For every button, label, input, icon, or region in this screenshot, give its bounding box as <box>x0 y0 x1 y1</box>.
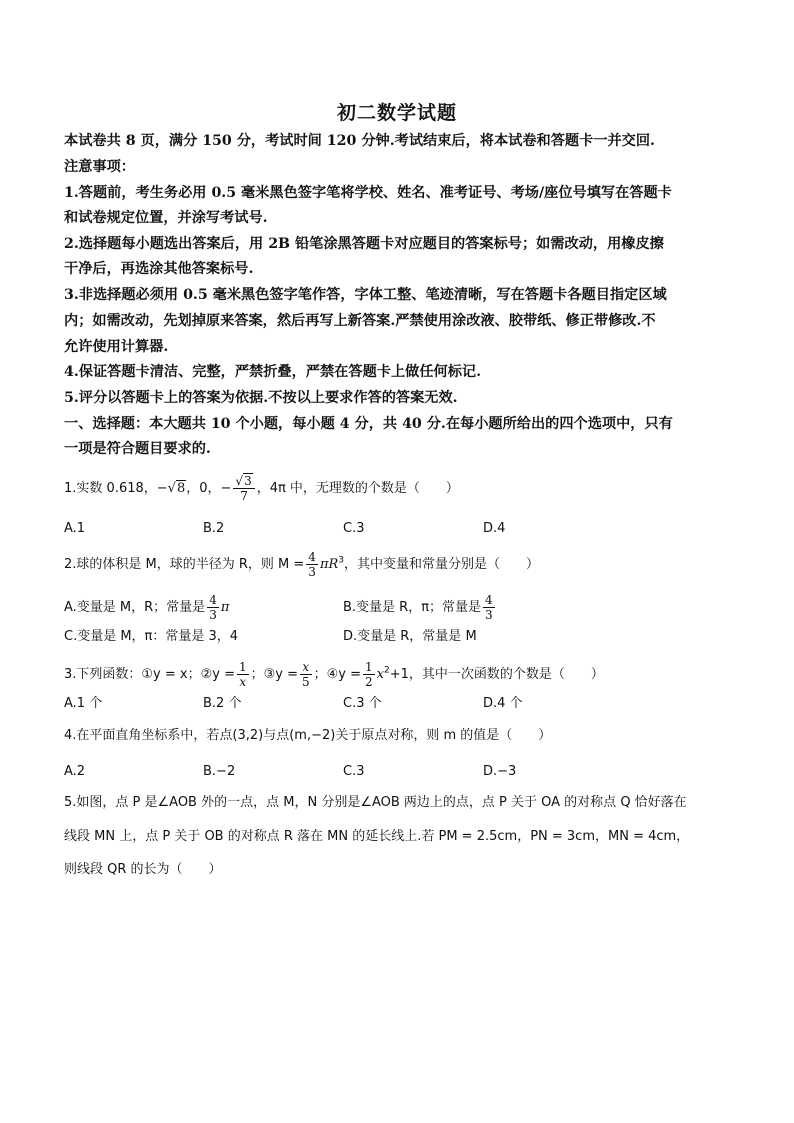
q1-frac-den: 7 <box>240 489 248 503</box>
q1-prefix: 1.实数 0.618，− <box>64 481 168 496</box>
q2-a-pi: π <box>220 600 230 615</box>
q1-frac-num: 3 <box>244 474 252 488</box>
sqrt-symbol: √8 <box>167 481 186 496</box>
q1-fraction: $\frac{√3}{7}$ <box>233 474 254 503</box>
notice-label: 注意事项： <box>64 159 135 175</box>
q3-f2-den: 5 <box>302 675 310 689</box>
q3-fraction-3 <box>363 660 375 689</box>
q2-option-d[interactable]: D.变量是 R，常量是 M <box>343 629 477 644</box>
q2-a-num: 4 <box>209 593 217 607</box>
notice-3a: 3.非选择题必须用 0.5 毫米黑色签字笔作答，字体工整、笔迹清晰，写在答题卡各题目指定区域 <box>64 287 667 303</box>
q4-option-b[interactable]: B.−2 <box>203 764 236 779</box>
q2-b-text: B.变量是 R，π；常量是 <box>343 600 482 615</box>
page-title: 初二数学试题 <box>336 102 457 124</box>
question-5-line-3: 则线段 QR 的长为（ ） <box>64 862 222 877</box>
q1-mid: ，0，− <box>186 481 232 496</box>
q2-prefix: 2.球的体积是 M，球的半径为 R，则 M = <box>64 557 305 572</box>
q3-option-d[interactable]: D.4 个 <box>483 696 523 711</box>
notice-1b: 和试卷规定位置，并涂写考试号. <box>64 210 268 226</box>
q1-radicand: 8 <box>176 481 186 496</box>
q1-option-a[interactable]: A.1 <box>64 521 86 536</box>
q2-b-num: 4 <box>485 593 493 607</box>
q1-option-c[interactable]: C.3 <box>343 521 365 536</box>
notice-4: 4.保证答题卡清洁、完整，严禁折叠，严禁在答题卡上做任何标记. <box>64 364 482 380</box>
q3-fraction-1 <box>237 660 249 689</box>
q2-option-a[interactable] <box>64 593 229 622</box>
q2-frac-den: 3 <box>308 565 316 579</box>
q3-mid2: ；④y = <box>313 667 362 682</box>
q2-a-den: 3 <box>209 608 217 622</box>
question-1 <box>64 474 459 503</box>
q2-a-text: A.变量是 M，R；常量是 <box>64 600 206 615</box>
notice-1a: 1.答题前，考生务必用 0.5 毫米黑色签字笔将学校、姓名、准考证号、考场/座位号填写在答题卡 <box>64 185 672 201</box>
question-4: 4.在平面直角坐标系中，若点(3,2)与点(m,−2)关于原点对称，则 m 的值是（ ） <box>64 728 552 743</box>
q2-option-c[interactable]: C.变量是 M，π：常量是 3，4 <box>64 629 239 644</box>
notice-3c: 允许使用计算器. <box>64 339 169 355</box>
q3-f3-den: 2 <box>365 675 373 689</box>
q2-exponent: 3 <box>338 555 345 566</box>
section-header-cont: 一项是符合题目要求的. <box>64 441 211 457</box>
notice-2b: 干净后，再选涂其他答案标号. <box>64 261 254 277</box>
question-5-line-2: 线段 MN 上，点 P 关于 OB 的对称点 R 落在 MN 的延长线上.若 PM = 2.5cm，PN = 3cm，MN = 4cm， <box>64 829 690 844</box>
q3-x: x <box>376 667 384 682</box>
question-5-line-1: 5.如图，点 P 是∠AOB 外的一点，点 M，N 分别是∠AOB 两边上的点，点 P 关于 OA 的对称点 Q 恰好落在 <box>64 795 687 810</box>
notice-2a: 2.选择题每小题选出答案后，用 2B 铅笔涂黑答题卡对应题目的答案标号；如需改动，用橡皮擦 <box>64 236 664 252</box>
q3-exponent: 2 <box>384 665 390 676</box>
q3-suffix: +1，其中一次函数的个数是（ ） <box>389 667 604 682</box>
q3-option-b[interactable]: B.2 个 <box>203 696 242 711</box>
q3-fraction-2 <box>300 660 312 689</box>
q2-b-den: 3 <box>485 608 493 622</box>
q1-option-d[interactable]: D.4 <box>483 521 506 536</box>
q2-b-fraction <box>483 593 495 622</box>
q2-a-fraction <box>207 593 219 622</box>
q4-option-d[interactable]: D.−3 <box>483 764 517 779</box>
notice-3b: 内；如需改动，先划掉原来答案，然后再写上新答案.严禁使用涂改液、胶带纸、修正带修改.不 <box>64 313 656 329</box>
q2-frac-num: 4 <box>308 550 316 564</box>
q2-option-b[interactable] <box>343 593 497 622</box>
q3-f1-den: x <box>239 675 247 689</box>
intro-line: 本试卷共 8 页，满分 150 分，考试时间 120 分钟.考试结束后，将本试卷和答题卡一并交回. <box>64 133 655 149</box>
q3-f2-num: x <box>300 660 312 675</box>
q3-prefix: 3.下列函数：①y = x；②y = <box>64 667 235 682</box>
q1-suffix: ，4π 中，无理数的个数是（ ） <box>256 481 459 496</box>
q3-f1-num: 1 <box>238 660 247 674</box>
notice-5: 5.评分以答题卡上的答案为依据.不按以上要求作答的答案无效. <box>64 390 458 406</box>
q2-fraction <box>306 550 318 579</box>
q2-pi-r: πR <box>319 557 339 572</box>
q3-option-a[interactable]: A.1 个 <box>64 696 103 711</box>
q3-option-c[interactable]: C.3 个 <box>343 696 382 711</box>
q4-option-c[interactable]: C.3 <box>343 764 365 779</box>
q1-option-b[interactable]: B.2 <box>203 521 225 536</box>
q2-suffix: ，其中变量和常量分别是（ ） <box>344 557 540 572</box>
q4-option-a[interactable]: A.2 <box>64 764 86 779</box>
question-2 <box>64 550 539 579</box>
question-3 <box>64 660 604 689</box>
q3-mid1: ；③y = <box>250 667 298 682</box>
q3-f3-num: 1 <box>365 660 373 674</box>
section-header: 一、选择题：本大题共 10 个小题，每小题 4 分，共 40 分.在每小题所给出的四个选项中，只有 <box>64 416 673 432</box>
